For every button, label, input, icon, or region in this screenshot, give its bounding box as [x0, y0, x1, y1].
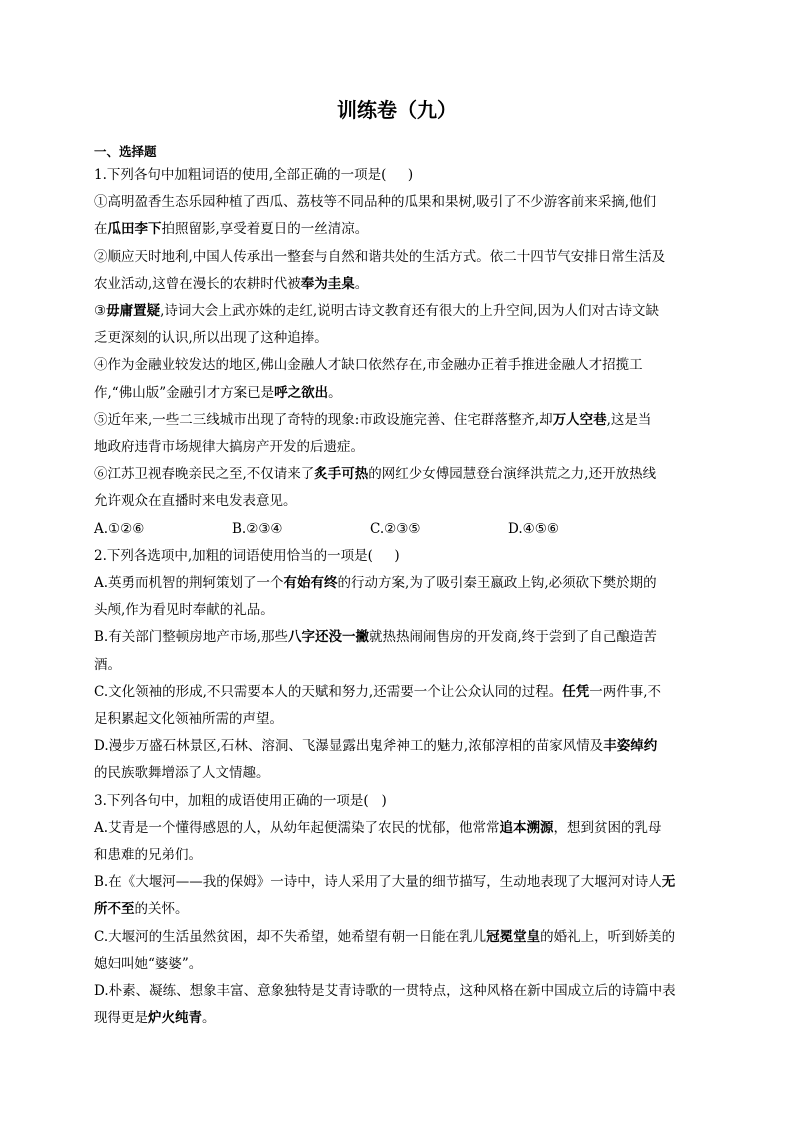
option-c: C.②③⑤: [370, 520, 421, 537]
section-heading: 一、选择题: [94, 144, 157, 159]
q1-s2-line2: 农业活动,这曾在漫长的农耕时代被奉为圭臬。: [94, 275, 369, 292]
bold-term: 万人空巷: [552, 411, 607, 428]
q1-s5-line1: ⑤近年来,一些二三线城市出现了奇特的现象:市政设施完善、住宅群落整齐,却万人空巷,这是当: [94, 411, 652, 428]
q2-b-line2: 酒。: [94, 656, 121, 673]
bold-term: 追本溯源: [499, 819, 554, 836]
q2-a-line2: 头颅,作为看见时奉献的礼品。: [94, 602, 274, 619]
bold-term: 毋庸置疑: [106, 303, 161, 320]
option-b: B.②③④: [232, 520, 283, 537]
bold-term: 瓜田李下: [107, 221, 162, 238]
document-body: [94, 143, 700, 1033]
q3-stem: 3.下列各句中，加粗的成语使用正确的一项是( ): [94, 792, 387, 809]
q3-a-line1: A.艾青是一个懂得感恩的人，从幼年起便濡染了农民的忧郁，他常常追本溯源，想到贫困的乳母: [94, 819, 662, 836]
q1-options: [94, 516, 700, 543]
q2-d-line1: D.漫步万盛石林景区,石林、溶洞、飞瀑显露出鬼斧神工的魅力,浓郁淳相的苗家风情及丰姿绰约: [94, 738, 658, 755]
bold-term: 所不至: [94, 901, 135, 918]
bold-term: 炉火纯青: [148, 1010, 202, 1027]
bold-term: 奉为圭臬: [300, 275, 355, 292]
q3-c-line1: C.大堰河的生活虽然贫困，却不失希望，她希望有朝一日能在乳儿冠冕堂皇的婚礼上，听到娇美的: [94, 928, 676, 945]
q3-d-line2: 现得更是炉火纯青。: [94, 1010, 216, 1027]
q2-a-line1: A.英勇而机智的荆轲策划了一个有始有终的行动方案,为了吸引秦王嬴政上钩,必须砍下樊於期的: [94, 575, 657, 592]
option-d: D.④⑤⑥: [508, 520, 559, 537]
q1-s2-line1: ②顺应天时地利,中国人传承出一整套与自然和谐共处的生活方式。依二十四节气安排日常生活及: [94, 248, 666, 265]
bold-term: 任凭: [562, 683, 590, 700]
q1-stem: 1.下列各句中加粗词语的使用,全部正确的一项是( ): [94, 167, 414, 183]
q1-s6-line2: 允许观众在直播时来电发表意见。: [94, 493, 297, 510]
option-a: A.①②⑥: [94, 520, 145, 537]
q3-d-line1: D.朴素、凝练、想象丰富、意象独特是艾青诗歌的一贯特点，这种风格在新中国成立后的诗篇中表: [94, 983, 676, 1000]
q3-c-line2: 媳妇叫她“婆婆”。: [94, 955, 203, 972]
q1-s3-line1: ③毋庸置疑,诗词大会上武亦姝的走红,说明古诗文教育还有很大的上升空间,因为人们对古诗文缺: [94, 303, 659, 320]
bold-term: 无: [661, 874, 676, 891]
q1-s1-line1: ①高明盈香生态乐园种植了西瓜、荔枝等不同品种的瓜果和果树,吸引了不少游客前来采摘,他们: [94, 194, 657, 211]
q1-s4-line1: ④作为金融业较发达的地区,佛山金融人才缺口依然存在,市金融办正着手推进金融人才招揽工: [94, 357, 643, 374]
q2-stem: 2.下列各选项中,加粗的词语使用恰当的一项是( ): [94, 547, 400, 564]
q3-a-line2: 和患难的兄弟们。: [94, 847, 202, 864]
q1-s5-line2: 地政府违背市场规律大搞房产开发的后遗症。: [94, 439, 364, 456]
bold-term: 炙手可热: [314, 466, 369, 483]
q1-s3-line2: 乏更深刻的认识,所以出现了这种追捧。: [94, 330, 328, 347]
q1-s1-line2: 在瓜田李下拍照留影,享受着夏日的一丝清凉。: [94, 221, 369, 238]
q1-s4-line2: 作,“佛山版”金融引才方案已是呼之欲出。: [94, 384, 342, 401]
q3-b-line1: B.在《大堰河——我的保姆》一诗中，诗人采用了大量的细节描写，生动地表现了大堰河对诗人无: [94, 874, 676, 891]
bold-term: 呼之欲出: [274, 384, 329, 401]
page-title: 训练卷（九）: [337, 98, 457, 122]
q2-d-line2: 的民族歌舞增添了人文情趣。: [94, 765, 270, 782]
q2-b-line1: B.有关部门整顿房地产市场,那些八字还没一撇就热热闹闹售房的开发商,终于尝到了自己酿造苦: [94, 629, 657, 646]
q1-s6-line1: ⑥江苏卫视春晚亲民之至,不仅请来了炙手可热的网红少女傅园慧登台演绎洪荒之力,还开放热线: [94, 466, 657, 483]
bold-term: 冠冕堂皇: [486, 928, 541, 945]
bold-term: 丰姿绰约: [603, 738, 658, 755]
q3-b-line2: 所不至的关怀。: [94, 901, 189, 918]
q2-c-line2: 足积累起文化领袖所需的声望。: [94, 711, 283, 728]
q2-c-line1: C.文化领袖的形成,不只需要本人的天赋和努力,还需要一个让公众认同的过程。任凭一两件事,不: [94, 683, 662, 700]
bold-term: 八字还没一撇: [288, 629, 370, 646]
bold-term: 有始有终: [283, 575, 338, 592]
